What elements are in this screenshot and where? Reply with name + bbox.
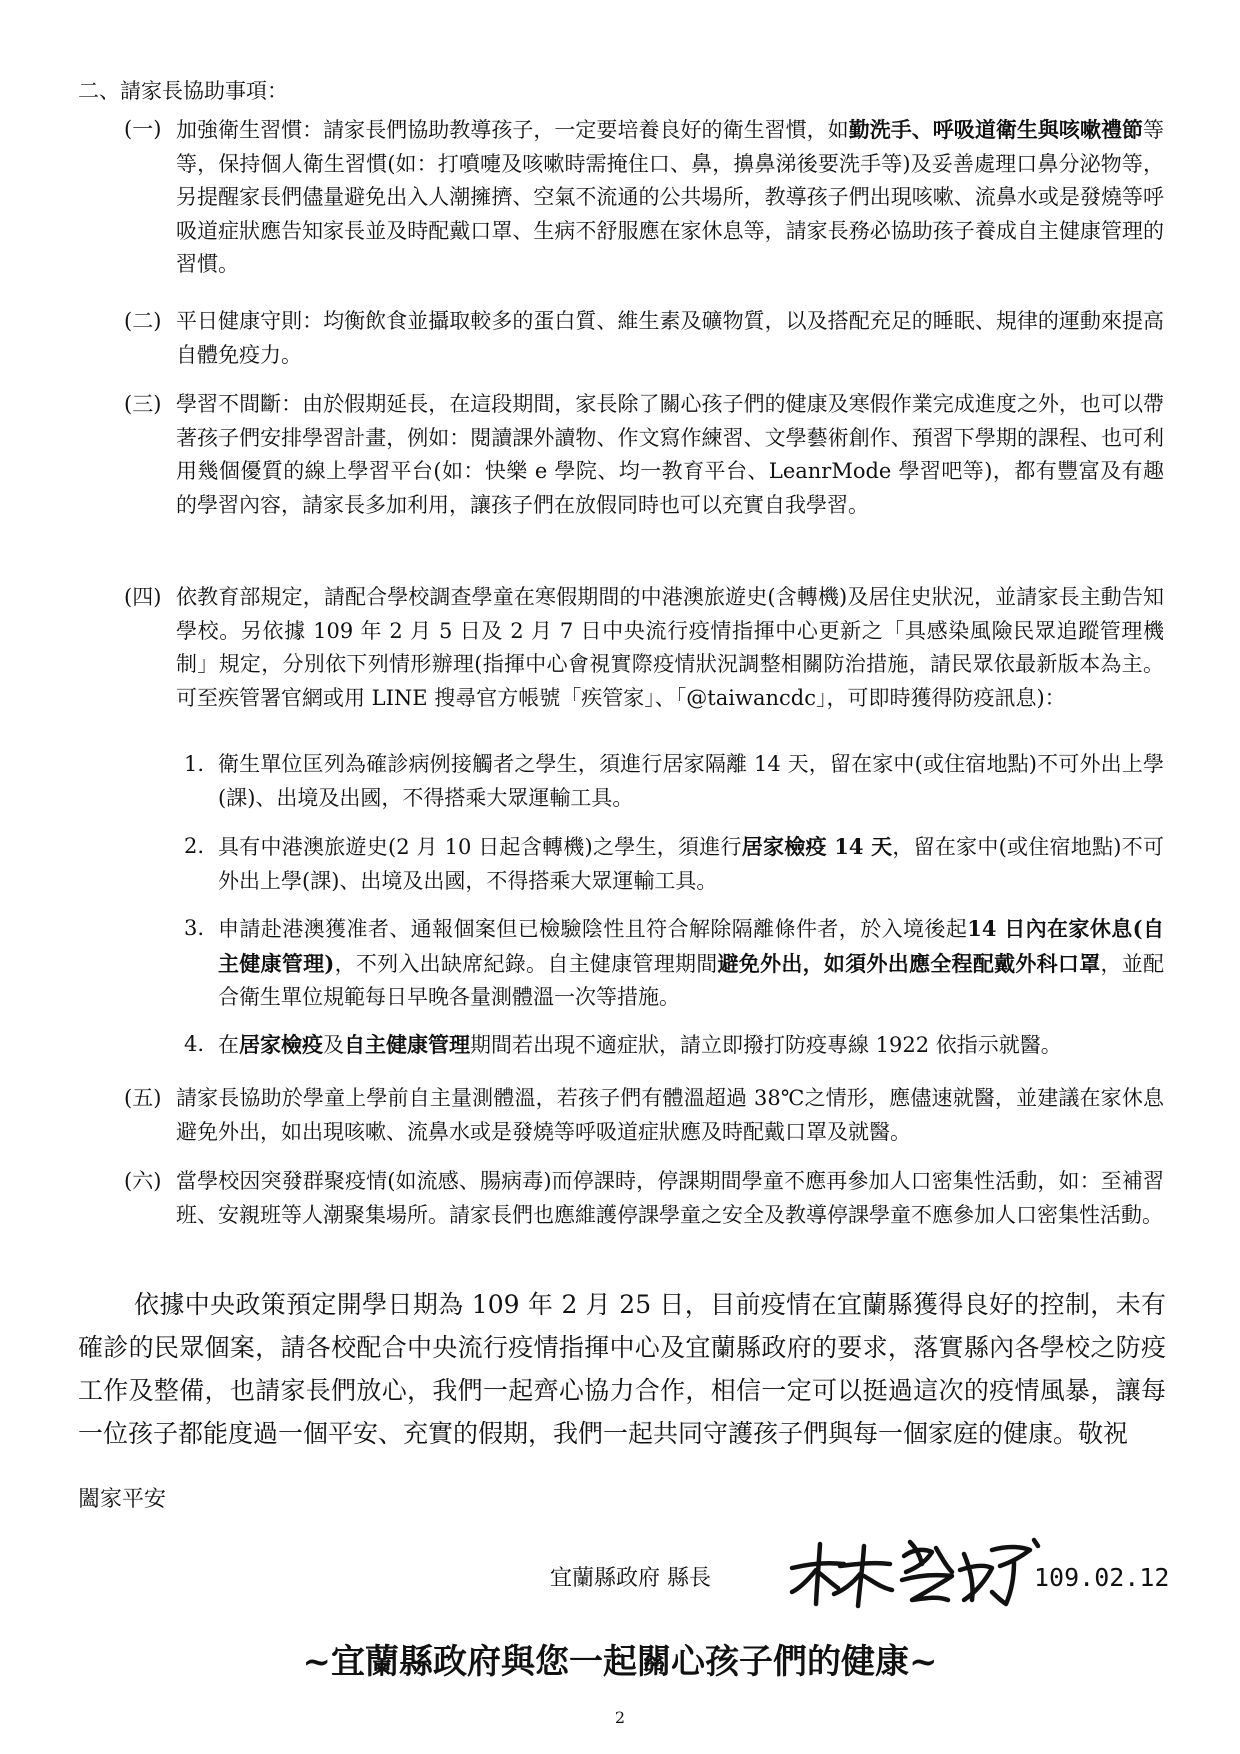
sub-item-number: 2. [184, 834, 205, 858]
item-hygiene [124, 113, 1164, 282]
handwritten-signature [786, 1534, 1042, 1610]
sub-item-text: 及 [323, 1033, 344, 1057]
sub-item-self-management [184, 912, 1164, 1015]
item-learning [124, 388, 1164, 522]
sub-item-emphasis: 14 日內在家休息(自主健康管理) [218, 916, 1164, 976]
item-health-rules [124, 305, 1164, 372]
item-number: (二) [124, 309, 162, 333]
item-text: 請家長協助於學童上學前自主量測體溫，若孩子們有體溫超過 38℃之情形，應儘速就醫，並建議在家休息避免外出，如出現咳嗽、流鼻水或是發燒等呼吸道症狀應及時配戴口罩及就醫。 [176, 1086, 1164, 1144]
sub-item-number: 4. [184, 1032, 205, 1056]
section-heading: 二、請家長協助事項： [78, 79, 288, 103]
sub-item-text: 衛生單位匡列為確診病例接觸者之學生，須進行居家隔離 14 天，留在家中(或住宿地點)不可外出上學(課)、出境及出國，不得搭乘大眾運輸工具。 [218, 752, 1164, 810]
item-text: 平日健康守則：均衡飲食並攝取較多的蛋白質、維生素及礦物質，以及搭配充足的睡眠、規律的運動來提高自體免疫力。 [176, 309, 1164, 367]
signatory-title: 宜蘭縣政府 縣長 [550, 1566, 711, 1591]
page-number: 2 [614, 1708, 626, 1727]
item-text: 依教育部規定，請配合學校調查學童在寒假期間的中港澳旅遊史(含轉機)及居住史狀況，並請家長主動告知學校。另依據 109 年 2 月 5 日及 2 月 7 日中央流行疫情指揮中心更新之「具感染風險民眾追蹤管理機制」規定，分別依下列情形辦理(指揮中心會視實際疫情狀況調整相關防治措施，請民眾依最新版本為主。可至疾管署官網或用 LINE 搜尋官方帳號「疾管家」、「@taiwancdc」，可即時獲得防疫訊息)： [176, 585, 1164, 710]
closing-paragraph: 依據中央政策預定開學日期為 109 年 2 月 25 日，目前疫情在宜蘭縣獲得良好的控制，未有確診的民眾個案，請各校配合中央流行疫情指揮中心及宜蘭縣政府的要求，落實縣內各學校之防疫工作及整備，也請家長們放心，我們一起齊心協力合作，相信一定可以挺過這次的疫情風暴，讓每一位孩子都能度過一個平安、充實的假期，我們一起共同守護孩子們與每一個家庭的健康。敬祝 [78, 1290, 1166, 1448]
sub-item-isolation [184, 748, 1164, 815]
signature-text: 林姿妙 [786, 1534, 789, 1535]
sub-item-text: 期間若出現不適症狀，請立即撥打防疫專線 1922 依指示就醫。 [470, 1033, 1062, 1057]
sub-item-emphasis: 自主健康管理 [344, 1032, 470, 1057]
sub-item-emphasis: 居家檢疫 14 天 [741, 834, 893, 859]
item-number: (六) [124, 1169, 162, 1193]
sub-item-text: ，留在家中(或住宿地點)不可外出上學(課)、出境及出國，不得搭乘大眾運輸工具。 [218, 835, 1164, 893]
sub-item-text: 申請赴港澳獲准者、通報個案但已檢驗陰性且符合解除隔離條件者，於入境後起 [218, 917, 968, 941]
sub-item-text: ，不列入出缺席紀錄。自主健康管理期間 [334, 951, 718, 976]
slogan: ~宜蘭縣政府與您一起關心孩子們的健康~ [302, 1642, 938, 1682]
sub-item-text: 在 [218, 1033, 239, 1057]
item-school-closure [124, 1165, 1164, 1232]
sub-item-number: 1. [184, 752, 205, 776]
item-text: 等等，保持個人衛生習慣(如：打噴嚏及咳嗽時需掩住口、鼻，擤鼻涕後要洗手等)及妥善處理口鼻分泌物等，另提醒家長們儘量避免出入人潮擁擠、空氣不流通的公共場所，教導孩子們出現咳嗽、流鼻水或是發燒等呼吸道症狀應告知家長並及時配戴口罩、生病不舒服應在家休息等，請家長務必協助孩子養成自主健康管理的習慣。 [176, 118, 1165, 276]
sub-item-text: 具有中港澳旅遊史(2 月 10 日起含轉機)之學生，須進行 [218, 835, 742, 859]
signature-block [550, 1534, 1170, 1614]
item-temperature [124, 1082, 1164, 1149]
item-emphasis: 勤洗手、呼吸道衛生與咳嗽禮節 [848, 117, 1144, 142]
sub-item-number: 3. [184, 916, 205, 940]
item-number: (四) [124, 585, 162, 609]
sub-item-text: ，並配合衛生單位規範每日早晚各量測體溫一次等措施。 [218, 951, 1165, 1009]
sub-item-hotline [184, 1028, 1164, 1063]
item-number: (五) [124, 1086, 162, 1110]
item-text: 當學校因突發群聚疫情(如流感、腸病毒)而停課時，停課期間學童不應再參加人口密集性活動，如：至補習班、安親班等人潮聚集場所。請家長們也應維護停課學童之安全及教導停課學童不應參加人口密集性活動。 [176, 1169, 1164, 1227]
item-text: 加強衛生習慣：請家長們協助教導孩子，一定要培養良好的衛生習慣，如 [176, 118, 849, 142]
sub-item-quarantine [184, 830, 1164, 898]
item-text: 學習不間斷：由於假期延長，在這段期間，家長除了關心孩子們的健康及寒假作業完成進度之外，也可以帶著孩子們安排學習計畫，例如：閱讀課外讀物、作文寫作練習、文學藝術創作、預習下學期的課程、也可利用幾個優質的線上學習平台(如：快樂 e 學院、均一教育平台、LeanrMode 學習吧等)，都有豐富及有趣的學習內容，請家長多加利用，讓孩子們在放假同時也可以充實自我學習。 [176, 392, 1164, 517]
item-travel-history [124, 581, 1164, 715]
item-number: (三) [124, 392, 162, 416]
sub-item-emphasis: 居家檢疫 [239, 1032, 323, 1057]
sub-item-emphasis: 避免外出，如須外出應全程配戴外科口罩 [717, 950, 1101, 976]
signature-date: 109.02.12 [1034, 1563, 1170, 1592]
item-number: (一) [124, 117, 162, 141]
closing-salute: 闔家平安 [78, 1487, 167, 1512]
